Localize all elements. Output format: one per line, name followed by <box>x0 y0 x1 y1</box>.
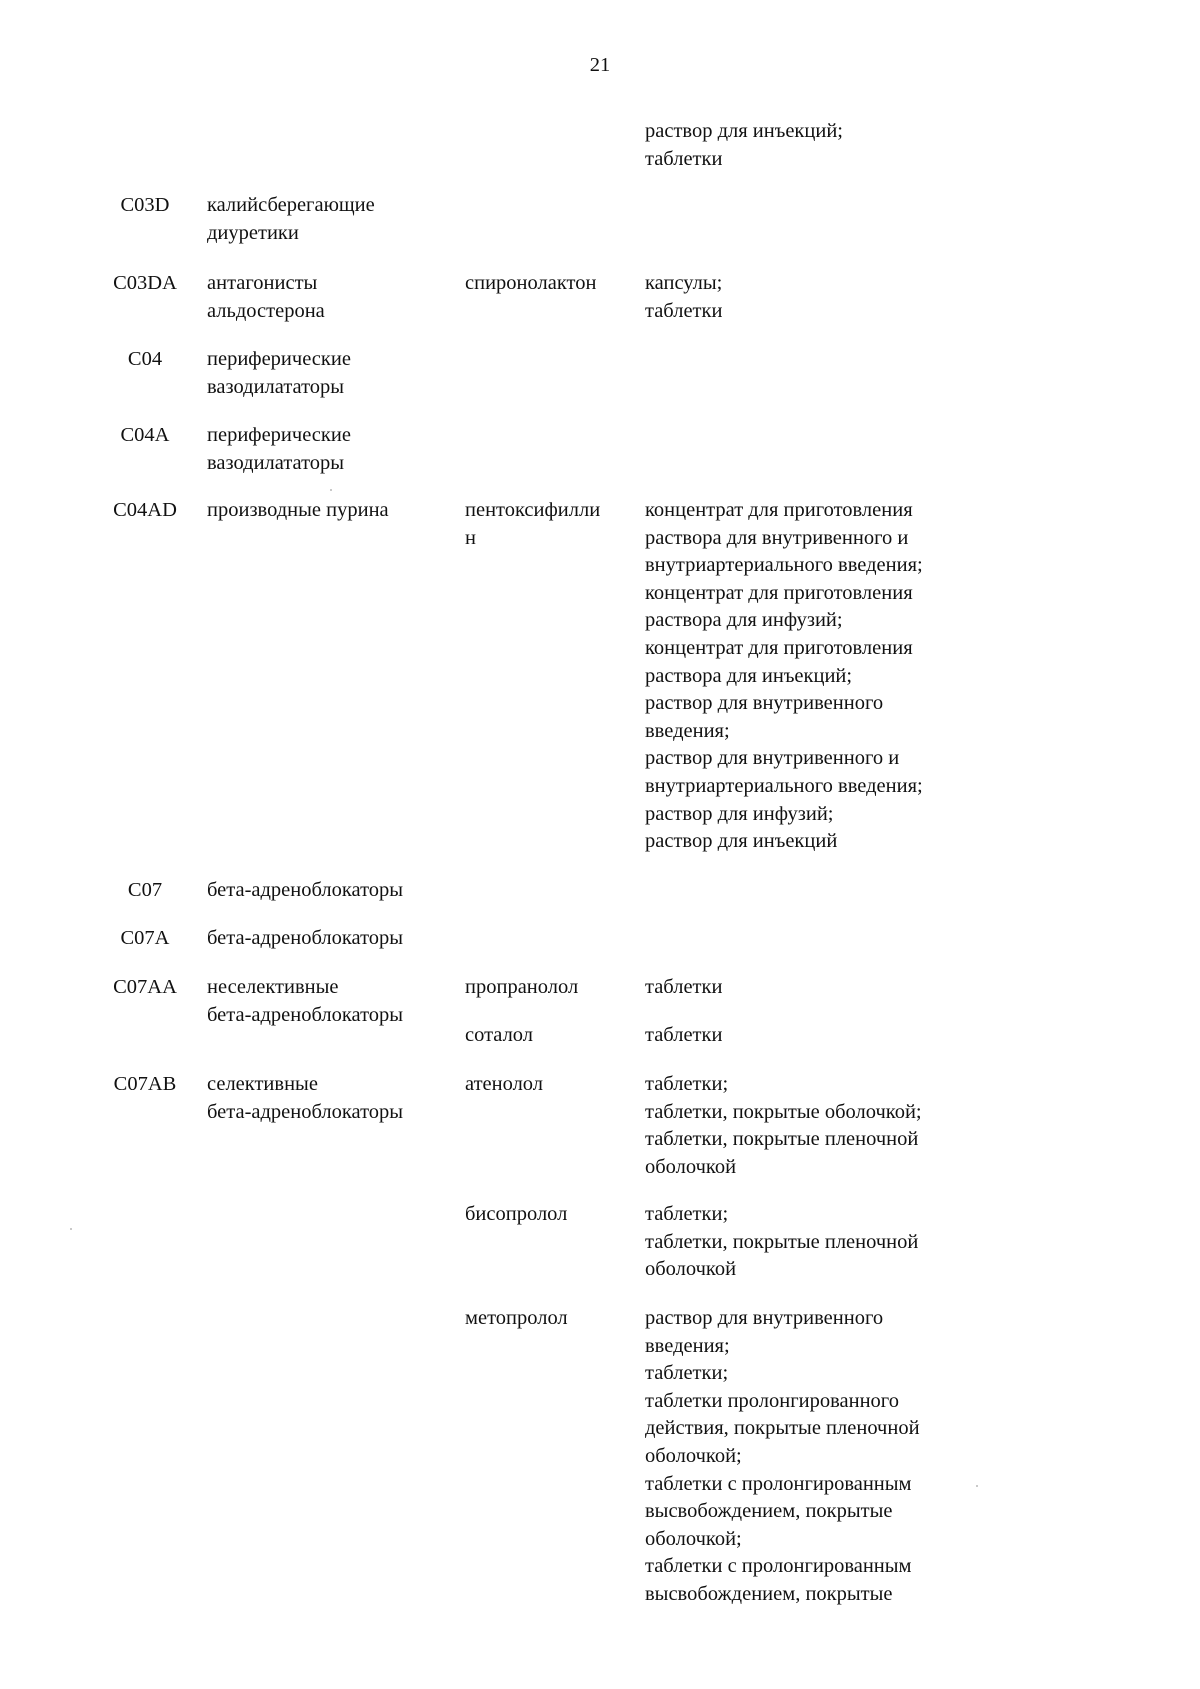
atc-group-name-line: бета-адреноблокаторы <box>207 1100 404 1123</box>
drug-name-line: соталол <box>465 1024 534 1046</box>
page-number: 21 <box>589 54 611 76</box>
dosage-forms-line: концентрат для приготовления <box>645 636 913 659</box>
drug-name <box>465 270 640 298</box>
dosage-forms-line: оболочкой; <box>645 1444 742 1467</box>
drug-name <box>465 1305 640 1333</box>
dosage-forms-line: таблетки <box>645 299 723 322</box>
dosage-forms-line: таблетки, покрытые пленочной <box>645 1230 919 1253</box>
atc-group-name-line: калийсберегающие <box>207 194 375 216</box>
dosage-forms-line: раствор для внутривенного <box>645 1307 884 1329</box>
dosage-forms-line: введения; <box>645 719 730 742</box>
atc-group-name-line: неселективные <box>207 976 339 998</box>
dosage-forms-line: раствора для инфузий; <box>645 609 843 632</box>
atc-code: C04AD <box>113 499 177 521</box>
atc-group-name <box>207 192 447 247</box>
dosage-forms-line: таблетки; <box>645 1203 729 1225</box>
dosage-forms-line: высвобождением, покрытые <box>645 1500 893 1523</box>
drug-name <box>465 1071 640 1099</box>
dosage-forms <box>645 974 985 1002</box>
dosage-forms-line: таблетки с пролонгированным <box>645 1472 912 1495</box>
atc-group-name <box>207 270 447 325</box>
atc-group-name <box>207 925 447 953</box>
drug-name-line: атенолол <box>465 1073 544 1095</box>
dosage-forms-line: капсулы; <box>645 272 723 294</box>
dosage-forms-line: таблетки <box>645 1024 723 1046</box>
dosage-forms-line: раствор для внутривенного и <box>645 747 900 770</box>
atc-group-name <box>207 974 447 1029</box>
dosage-forms <box>645 270 985 325</box>
drug-name-line: н <box>465 526 476 549</box>
drug-name <box>465 497 640 552</box>
atc-group-name-line: антагонисты <box>207 272 318 294</box>
atc-group-name-line: вазодилататоры <box>207 375 345 398</box>
atc-group-name-line: альдостерона <box>207 299 325 322</box>
scan-speck <box>70 1228 72 1230</box>
dosage-forms-line: оболочкой; <box>645 1527 742 1550</box>
atc-code: C07A <box>120 927 170 949</box>
atc-code: C07 <box>127 879 163 901</box>
dosage-forms-line: высвобождением, покрытые <box>645 1582 893 1605</box>
drug-name <box>465 1022 640 1050</box>
atc-code: C03DA <box>113 272 177 294</box>
dosage-forms-line: таблетки; <box>645 1073 729 1095</box>
dosage-forms-line: внутриартериального введения; <box>645 774 923 797</box>
dosage-forms-line: внутриартериального введения; <box>645 554 923 577</box>
dosage-forms-line: таблетки <box>645 147 723 170</box>
atc-group-name-line: периферические <box>207 348 351 370</box>
dosage-forms-line: таблетки; <box>645 1362 729 1385</box>
atc-code: C07AB <box>113 1073 177 1095</box>
atc-group-name-line: вазодилататоры <box>207 451 345 474</box>
dosage-forms-line: концентрат для приготовления <box>645 581 913 604</box>
dosage-forms-line: таблетки <box>645 976 723 998</box>
dosage-forms <box>645 1071 985 1181</box>
dosage-forms-line: оболочкой <box>645 1258 737 1281</box>
atc-group-name-line: селективные <box>207 1073 318 1095</box>
drug-name-line: бисопролол <box>465 1203 568 1225</box>
dosage-forms-line: концентрат для приготовления <box>645 499 913 521</box>
dosage-forms-line: раствор для инъекций <box>645 830 838 853</box>
dosage-forms-line: введения; <box>645 1334 730 1357</box>
dosage-forms-line: раствора для инъекций; <box>645 664 853 687</box>
dosage-forms-line: оболочкой <box>645 1155 737 1178</box>
atc-group-name <box>207 422 447 477</box>
dosage-forms <box>645 1022 985 1050</box>
dosage-forms <box>645 1201 985 1284</box>
dosage-forms-line: раствор для инъекций; <box>645 120 843 142</box>
drug-name-line: пентоксифилли <box>465 499 601 521</box>
atc-code: C04A <box>120 424 170 446</box>
atc-code: C03D <box>120 194 170 216</box>
atc-code: C07AA <box>113 976 177 998</box>
atc-group-name-line: диуретики <box>207 221 299 244</box>
dosage-forms-line: таблетки пролонгированного <box>645 1389 899 1412</box>
dosage-forms-line: таблетки, покрытые оболочкой; <box>645 1100 922 1123</box>
atc-group-name <box>207 346 447 401</box>
dosage-forms <box>645 497 985 856</box>
atc-group-name-line: производные пурина <box>207 499 389 521</box>
drug-name-line: пропранолол <box>465 976 579 998</box>
dosage-forms-line: раствора для внутривенного и <box>645 526 909 549</box>
atc-group-name-line: бета-адреноблокаторы <box>207 879 404 901</box>
atc-group-name-line: бета-адреноблокаторы <box>207 1003 404 1026</box>
dosage-forms <box>645 118 985 173</box>
drug-name-line: метопролол <box>465 1307 568 1329</box>
dosage-forms-line: раствор для внутривенного <box>645 692 884 715</box>
atc-code: C04 <box>127 348 163 370</box>
dosage-forms <box>645 1305 985 1609</box>
drug-name <box>465 974 640 1002</box>
dosage-forms-line: таблетки, покрытые пленочной <box>645 1128 919 1151</box>
atc-group-name <box>207 877 447 905</box>
dosage-forms-line: таблетки с пролонгированным <box>645 1555 912 1578</box>
atc-group-name-line: бета-адреноблокаторы <box>207 927 404 949</box>
drug-name <box>465 1201 640 1229</box>
dosage-forms-line: раствор для инфузий; <box>645 802 834 825</box>
atc-group-name <box>207 497 447 525</box>
atc-group-name <box>207 1071 447 1126</box>
drug-name-line: спиронолактон <box>465 272 597 294</box>
scan-speck <box>330 489 332 491</box>
atc-group-name-line: периферические <box>207 424 351 446</box>
dosage-forms-line: действия, покрытые пленочной <box>645 1417 920 1440</box>
scan-speck <box>976 1485 978 1487</box>
